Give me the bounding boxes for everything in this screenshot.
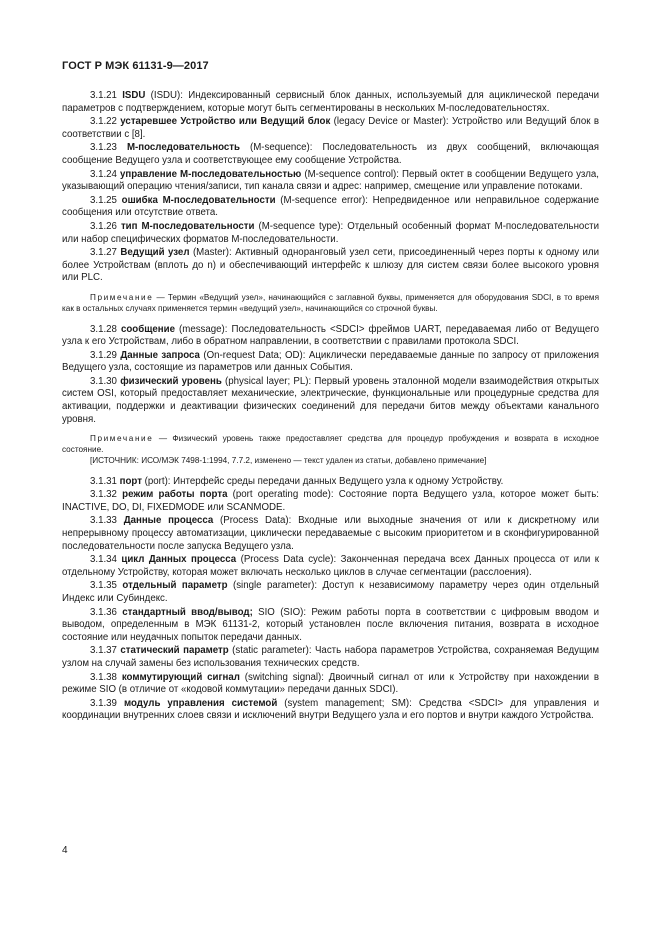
term-name: физический уровень bbox=[120, 375, 222, 387]
note-master-term bbox=[62, 293, 599, 315]
term-entry bbox=[62, 350, 599, 375]
term-name: устаревшее Устройство или Ведущий блок bbox=[120, 116, 331, 128]
term-name: цикл Данных процесса bbox=[121, 554, 237, 566]
term-entry bbox=[62, 489, 599, 514]
term-name: управление М-последовательностью bbox=[120, 168, 302, 180]
page-body bbox=[62, 90, 599, 724]
page-number: 4 bbox=[62, 845, 68, 856]
term-number: 3.1.22 bbox=[90, 116, 117, 128]
term-definition: SIO (SIO): Режим работы порта в соответствии с цифровым вводом и выводом, определенным в МЭК 61131-2, который установлен после включения питания, возврата в исходное состояние или неудачных попыток передачи данных. bbox=[62, 606, 600, 643]
term-name: коммутирующий сигнал bbox=[121, 671, 240, 683]
term-number: 3.1.27 bbox=[90, 247, 117, 259]
term-definition: (switching signal): Двоичный сигнал от или к Устройству при нахождении в режиме SIO (в отличие от «кодовой коммутации» передачи данных SDCI). bbox=[62, 671, 600, 696]
term-definition: (Master): Активный одноранговый узел сети, присоединенный через порты к одному или более Устройствам (вплоть до n) и обеспечивающий интерфейс к шлюзу для систем связи более высокого уровня или PLC. bbox=[62, 247, 600, 284]
document-header: ГОСТ Р МЭК 61131-9—2017 bbox=[62, 60, 209, 72]
note-physical-layer bbox=[62, 434, 599, 466]
term-entry bbox=[62, 554, 599, 579]
term-name: стандартный ввод/вывод; bbox=[122, 606, 253, 618]
term-entry bbox=[62, 515, 599, 553]
term-number: 3.1.35 bbox=[90, 580, 117, 592]
term-entry bbox=[62, 247, 599, 285]
term-group-b bbox=[62, 324, 599, 427]
term-name: порт bbox=[119, 475, 142, 487]
term-name: тип М-последовательности bbox=[120, 220, 255, 232]
term-definition: (M-sequence type): Отдельный особенный формат М-последовательности или набор специфических форматов М-последовательности. bbox=[62, 220, 600, 245]
term-group-a bbox=[62, 90, 599, 285]
term-name: сообщение bbox=[121, 323, 175, 335]
term-definition: (Process Data): Входные или выходные значения от или к дискретному или непрерывному процессу автоматизации, циклически передаваемые с высоким приоритетом и в сконфигурированной последовательности после запуска Ведущего узла. bbox=[62, 515, 600, 552]
term-name: отдельный параметр bbox=[122, 580, 228, 592]
term-definition: (port): Интерфейс среды передачи данных Ведущего узла к одному Устройству. bbox=[141, 475, 504, 487]
term-definition: (static parameter): Часть набора параметров Устройства, сохраняемая Ведущим узлом на случай замены без использования технических средств. bbox=[62, 645, 599, 669]
term-number: 3.1.25 bbox=[90, 194, 117, 206]
term-entry bbox=[62, 376, 599, 426]
term-name: ISDU bbox=[122, 90, 146, 101]
term-number: 3.1.29 bbox=[90, 349, 117, 361]
term-number: 3.1.38 bbox=[90, 671, 117, 683]
term-group-c bbox=[62, 476, 599, 723]
term-definition: (message): Последовательность <SDCI> фреймов UART, передаваемая либо от Ведущего узла к его Устройствам, либо в обратном направлении, в соответствии с правилами протокола SDCI. bbox=[62, 323, 599, 348]
term-definition: (physical layer; PL): Первый уровень эталонной модели взаимодействия открытых систем OSI, который предоставляет механические, электрические, функциональные или процедурные средства для активации, поддержки и деактивации физических соединений для передачи битов между объектами канального уровня. bbox=[62, 375, 599, 425]
term-entry bbox=[62, 476, 599, 489]
note-source: [ИСТОЧНИК: ИСО/МЭК 7498-1:1994, 7.7.2, изменено — текст удален из статьи, добавлено примечание] bbox=[90, 455, 487, 465]
term-definition: (M-sequence error): Непредвиденное или неправильное содержание сообщения или отсутствие ответа. bbox=[62, 194, 599, 219]
term-name: статический параметр bbox=[120, 645, 229, 657]
term-entry bbox=[62, 672, 599, 697]
term-number: 3.1.37 bbox=[90, 645, 117, 657]
term-name: Данные процесса bbox=[123, 515, 214, 527]
note-label: Примечание bbox=[90, 434, 154, 444]
term-entry bbox=[62, 90, 599, 115]
term-number: 3.1.32 bbox=[90, 489, 117, 501]
term-name: М-последовательность bbox=[126, 142, 240, 154]
term-definition: (ISDU): Индексированный сервисный блок данных, используемый для ациклической передачи параметров с подтверждением, которые могут быть сегментированы в нескольких М-последовательностях. bbox=[62, 90, 599, 114]
term-definition: (M-sequence control): Первый октет в сообщении Ведущего узла, указывающий операцию чтения/записи, тип канала связи и адрес: например, смещение или управление потоками. bbox=[62, 168, 599, 193]
term-number: 3.1.21 bbox=[90, 90, 117, 101]
term-name: модуль управления системой bbox=[123, 697, 278, 709]
term-number: 3.1.33 bbox=[90, 515, 117, 527]
term-definition: (M-sequence): Последовательность из двух сообщений, включающая сообщение Ведущего узла и соответствующее ему сообщение Устройства. bbox=[62, 142, 599, 166]
term-entry bbox=[62, 221, 599, 246]
term-entry bbox=[62, 607, 599, 645]
term-definition: (single parameter): Доступ к независимому параметру через один отдельный Индекс или Субиндекс. bbox=[62, 580, 599, 604]
term-entry bbox=[62, 195, 599, 220]
term-definition: (system management; SM): Средства <SDCI> для управления и координации внутренних слоев связи и исключений внутри Ведущего узла и его портов и внутри каждого Устройства. bbox=[62, 697, 599, 722]
term-number: 3.1.24 bbox=[90, 168, 117, 180]
term-entry bbox=[62, 698, 599, 723]
note-label: Примечание bbox=[90, 292, 154, 302]
term-number: 3.1.30 bbox=[90, 375, 117, 387]
term-entry bbox=[62, 169, 599, 194]
term-name: ошибка М-последовательности bbox=[121, 194, 276, 206]
term-number: 3.1.39 bbox=[90, 697, 117, 709]
term-name: Данные запроса bbox=[120, 349, 200, 361]
note-text: — Физический уровень также предоставляет средства для процедур пробуждения и возврата в исходное состояние. bbox=[62, 434, 599, 455]
term-definition: (port operating mode): Состояние порта Ведущего узла, которое может быть: INACTIVE, DO, DI, FIXEDMODE или SCANMODE. bbox=[62, 489, 599, 513]
term-entry bbox=[62, 580, 599, 605]
term-entry bbox=[62, 645, 599, 670]
term-definition: (legacy Device or Master): Устройство или Ведущий блок в соответствии с [8]. bbox=[62, 116, 600, 140]
term-number: 3.1.28 bbox=[90, 323, 117, 335]
term-definition: (Process Data cycle): Законченная передача всех Данных процесса от или к отдельному Устройству, которая может включать несколько циклов в случае сегментации (расслоения). bbox=[62, 554, 599, 578]
term-entry bbox=[62, 142, 599, 167]
term-number: 3.1.26 bbox=[90, 220, 117, 232]
term-entry bbox=[62, 116, 599, 141]
term-number: 3.1.23 bbox=[90, 142, 117, 154]
term-name: режим работы порта bbox=[122, 489, 228, 501]
term-number: 3.1.34 bbox=[90, 554, 117, 566]
term-name: Ведущий узел bbox=[120, 247, 190, 259]
term-definition: (On-request Data; OD): Ациклически передаваемые данные по запросу от приложения Ведущего узла, состоящие из параметров или данных События. bbox=[62, 349, 599, 374]
term-number: 3.1.36 bbox=[90, 606, 117, 618]
note-text: — Термин «Ведущий узел», начинающийся с заглавной буквы, применяется для оборудования SDCI, в то время как в остальных случаях применяется термин «ведущий узел», начинающийся со строчной буквы. bbox=[62, 292, 599, 313]
term-entry bbox=[62, 324, 599, 349]
term-number: 3.1.31 bbox=[90, 475, 117, 487]
